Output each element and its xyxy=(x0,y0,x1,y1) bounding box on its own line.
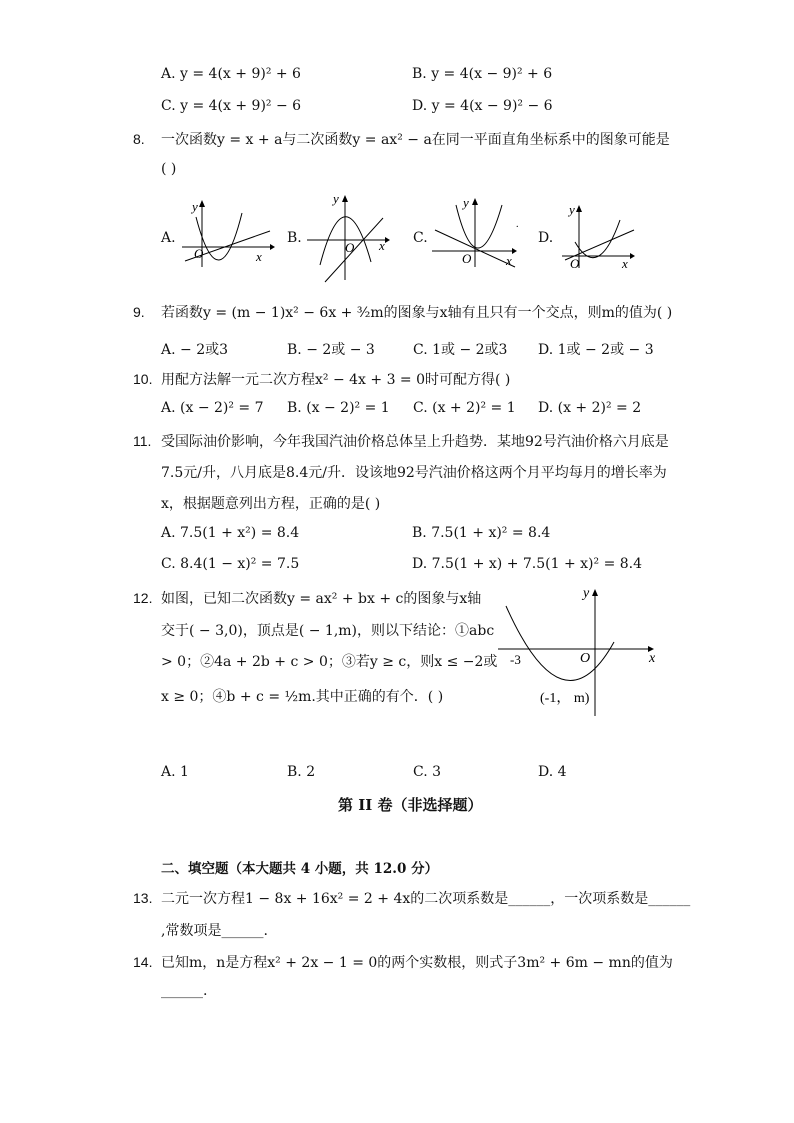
q11-number: 11. xyxy=(133,433,152,449)
q8d-x-label: x xyxy=(622,256,628,270)
q10-text: 用配方法解一元二次方程x² − 4x + 3 = 0时可配方得( ) xyxy=(161,372,511,388)
q12-line4: x ≥ 0；④b + c = ½m.其中正确的有个．( ) xyxy=(161,689,444,705)
q8-graph-b xyxy=(305,190,400,285)
q12-neg3-label: -3 xyxy=(510,652,521,667)
q14-line2: ______. xyxy=(161,983,208,999)
q12-y-label: y xyxy=(583,586,590,601)
q11-option-d: D. 7.5(1 + x) + 7.5(1 + x)² = 8.4 xyxy=(412,556,643,572)
part2-title: 第 II 卷（非选择题） xyxy=(338,796,483,814)
q11-line1: 受国际油价影响，今年我国汽油价格总体呈上升趋势．某地92号汽油价格六月底是 xyxy=(161,434,669,450)
q12-origin-label: O xyxy=(580,651,591,666)
q8-graph-a xyxy=(180,195,275,270)
q12-vertex-label: (-1， m) xyxy=(540,691,590,706)
q8-label-c: C. xyxy=(413,230,428,246)
q9-number: 9. xyxy=(133,304,145,320)
q8a-x-label: x xyxy=(256,249,262,264)
q12-line1: 如图，已知二次函数y = ax² + bx + c的图象与x轴 xyxy=(161,591,482,607)
q8c-x-label: x xyxy=(506,253,512,268)
q10-option-b: B. (x − 2)² = 1 xyxy=(287,400,390,416)
q10-option-c: C. (x + 2)² = 1 xyxy=(413,400,516,416)
q8-label-a: A. xyxy=(161,230,176,246)
q10-option-a: A. (x − 2)² = 7 xyxy=(161,400,264,416)
q7-option-d: D. y = 4(x − 9)² − 6 xyxy=(412,98,553,114)
q8b-x-label: x xyxy=(379,238,385,253)
q9-option-d: D. 1或 − 2或 − 3 xyxy=(538,342,654,358)
q8-text: 一次函数y = x + a与二次函数y = ax² − a在同一平面直角坐标系中的图象可能是 xyxy=(161,132,670,148)
q8-graph-c xyxy=(430,195,525,270)
q12-option-d: D. 4 xyxy=(538,764,567,780)
q8b-y-label: y xyxy=(333,191,339,206)
q12-line2: 交于( − 3,0)，顶点是( − 1,m)，则以下结论：①abc xyxy=(161,623,495,639)
q7-option-b: B. y = 4(x − 9)² + 6 xyxy=(412,66,553,82)
svg-text:.: . xyxy=(516,219,519,230)
q13-line2: ,常数项是______. xyxy=(161,923,268,939)
q11-line2: 7.5元/升，八月底是8.4元/升．设该地92号汽油价格这两个月平均每月的增长率为 xyxy=(161,465,667,481)
q9-text: 若函数y = (m − 1)x² − 6x + ³⁄₂m的图象与x轴有且只有一个交点，则m的值为( ) xyxy=(161,305,673,321)
q10-option-d: D. (x + 2)² = 2 xyxy=(538,400,642,416)
section2-title: 二、填空题（本大题共 4 小题，共 12.0 分） xyxy=(161,861,439,877)
q8a-origin-label: O xyxy=(194,246,204,261)
q8-label-d: D. xyxy=(538,230,554,246)
q12-number: 12. xyxy=(133,590,153,606)
q8b-origin-label: O xyxy=(345,240,355,255)
q7-option-a: A. y = 4(x + 9)² + 6 xyxy=(161,66,301,82)
q9-option-a: A. − 2或3 xyxy=(161,342,229,358)
q13-line1: 二元一次方程1 − 8x + 16x² = 2 + 4x的二次项系数是______，一次项系数是______ xyxy=(161,891,691,907)
q11-option-a: A. 7.5(1 + x²) = 8.4 xyxy=(161,525,300,541)
q11-line3: x，根据题意列出方程，正确的是( ) xyxy=(161,496,381,512)
q12-graph xyxy=(488,584,668,722)
q12-option-b: B. 2 xyxy=(287,764,316,780)
q11-option-b: B. 7.5(1 + x)² = 8.4 xyxy=(412,525,551,541)
q8d-y-label: y xyxy=(569,202,575,217)
q8-graph-d xyxy=(560,200,640,270)
q8-number: 8. xyxy=(133,131,145,147)
q12-line3: > 0；②4a + 2b + c > 0；③若y ≥ c，则x ≤ −2或 xyxy=(161,654,498,670)
q14-number: 14. xyxy=(133,954,153,970)
q9-option-c: C. 1或 − 2或3 xyxy=(413,342,508,358)
q8-label-b: B. xyxy=(287,230,302,246)
q8c-origin-label: O xyxy=(462,251,472,266)
q12-option-c: C. 3 xyxy=(413,764,442,780)
q13-number: 13. xyxy=(133,890,153,906)
q14-line1: 已知m，n是方程x² + 2x − 1 = 0的两个实数根，则式子3m² + 6m − mn的值为 xyxy=(161,955,673,971)
q8-paren: ( ) xyxy=(161,161,177,177)
q11-option-c: C. 8.4(1 − x)² = 7.5 xyxy=(161,556,300,572)
q9-option-b: B. − 2或 − 3 xyxy=(287,342,375,358)
q8a-y-label: y xyxy=(192,199,198,214)
q10-number: 10. xyxy=(133,371,153,387)
q8d-origin-label: O xyxy=(570,256,580,270)
q7-option-c: C. y = 4(x + 9)² − 6 xyxy=(161,98,302,114)
q12-option-a: A. 1 xyxy=(161,764,189,780)
q8c-y-label: y xyxy=(463,195,469,210)
q12-x-label: x xyxy=(649,651,656,666)
